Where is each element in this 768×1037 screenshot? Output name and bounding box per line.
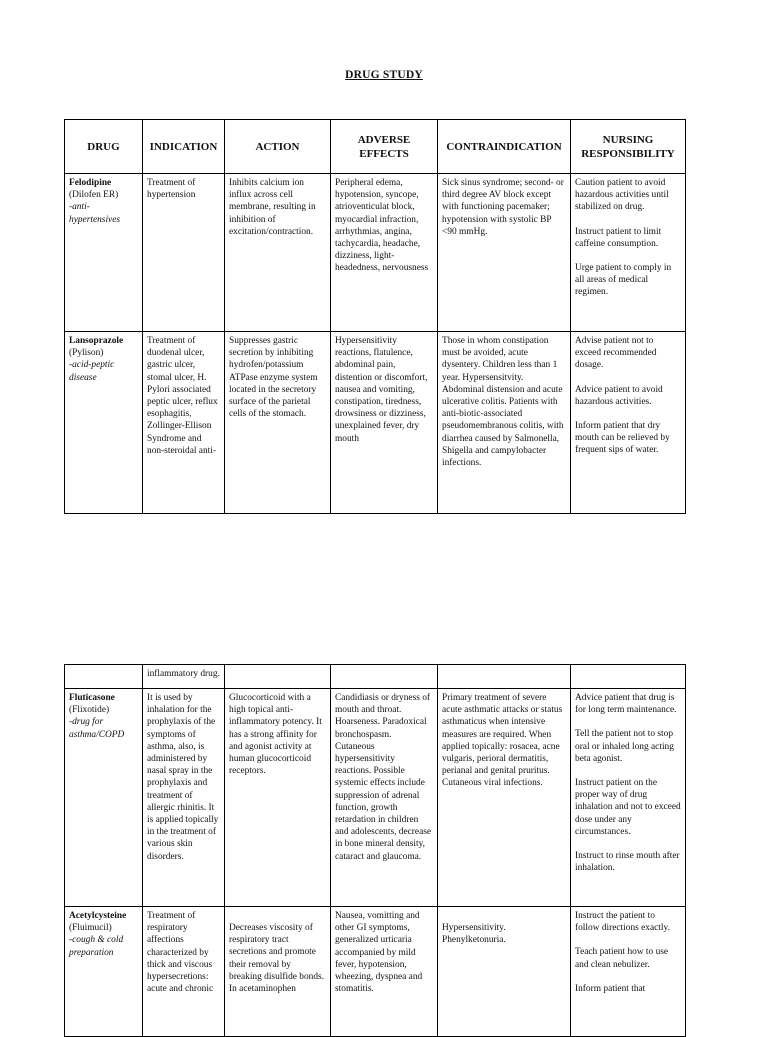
nursing-item: Advise patient not to exceed recommended dosage. [575,336,657,371]
drug-study-table [64,119,686,514]
nursing-item: Instruct patient on the proper way of drug inhalation and not to exceed dose under any circumstances. [575,778,681,837]
indication-cell [143,907,225,1037]
nursing-item: Urge patient to comply in all areas of medical regimen. [575,263,672,298]
nursing-item: Advice patient to avoid hazardous activities. [575,384,663,407]
table-row-continuation [65,665,686,689]
drug-cell [65,665,143,689]
table-row [65,907,686,1037]
nursing-item: Caution patient to avoid hazardous activities until stabilized on drug. [575,178,669,213]
contraindication-text: Hypersensitivity. Phenylketonuria. [442,923,506,946]
adverse-effects-cell: Peripheral edema, hypotension, syncope, atrioventiculat block, myocardial infraction, arrhythmias, angina, tachycardia, headache, dizziness, light-headedness, nervousness [331,174,438,332]
indication-cell: It is used by inhalation for the prophylaxis of the symptoms of asthma, also, is administered by nasal spray in the prophylaxis and treatment of allergic rhinitis. It is applied topically in the treatment of various skin disorders. [143,689,225,907]
nursing-cell [571,907,686,1037]
header-nursing-responsibility: NURSING RESPONSIBILITY [571,120,686,174]
adverse-effects-cell: Hypersensitivity reactions, flatulence, abdominal pain, distention or discomfort, nausea and vomiting, constipation, tiredness, drowsiness or dizziness, unexplained fever, dry mouth [331,332,438,514]
action-cell: Suppresses gastric secretion by inhibiting hydrofen/potassium ATPase enzyme system located in the secretory surface of the parietal cells of the stomach. [225,332,331,514]
drug-brand: (Fluimucil) [69,923,112,934]
header-action: ACTION [225,120,331,174]
header-adverse-effects: ADVERSE EFFECTS [331,120,438,174]
table-header-row [65,120,686,174]
nursing-item: Instruct to rinse mouth after inhalation. [575,851,680,874]
table-row [65,174,686,332]
nursing-item: Instruct patient to limit caffeine consumption. [575,226,662,249]
page-title: DRUG STUDY [345,69,423,81]
indication-text: Treatment of respiratory affections characterized by thick and viscous hypersecretions: acute and chronic [147,911,214,995]
action-cell [225,665,331,689]
drug-cell [65,332,143,514]
contraindication-cell: Sick sinus syndrome; second- or third degree AV block except with functioning pacemaker; hypotension with systolic BP <90 mmHg. [438,174,571,332]
drug-cell [65,689,143,907]
action-cell: Glucocorticoid with a high topical anti-inflammatory potency. It has a strong affinity for and agonist activity at human glucocorticoid receptors. [225,689,331,907]
adverse-effects-cell: Nausea, vomitting and other GI symptoms, generalized urticaria accompanied by mild fever, hypotension, wheezing, dyspnea and stomatitis. [331,907,438,1037]
drug-class: -acid-peptic disease [69,360,115,383]
indication-cell: Treatment of hypertension [143,174,225,332]
nursing-item: Instruct the patient to follow directions exactly. [575,911,670,934]
header-indication: INDICATION [143,120,225,174]
adverse-effects-cell: Candidiasis or dryness of mouth and throat. Hoarseness. Paradoxical bronchospasm. Cutaneous hypersensitivity reactions. Possible systemic effects include suppression of adrenal function, growth retardation in children and adolescents, decrease in bone mineral density, cataract and glaucoma. [331,689,438,907]
action-cell: Inhibits calcium ion influx across cell membrane, resulting in inhibition of excitation/contraction. [225,174,331,332]
nursing-item: Tell the patient not to stop oral or inhaled long acting beta agonist. [575,729,674,764]
drug-name: Fluticasone [69,693,115,703]
action-cell [225,907,331,1037]
table-row [65,332,686,514]
nursing-cell [571,665,686,689]
header-drug: DRUG [65,120,143,174]
drug-brand: (Dilofen ER) [69,190,119,201]
nursing-cell [571,689,686,907]
nursing-item: Inform patient that [575,983,646,994]
indication-cell: inflammatory drug. [143,665,225,689]
drug-brand: (Pylison) [69,348,104,359]
drug-name: Acetylcysteine [69,911,127,921]
drug-brand: (Flixotide) [69,705,110,716]
drug-study-table-continued [64,664,686,1037]
nursing-cell [571,174,686,332]
drug-class: -anti-hypertensives [69,202,121,225]
drug-class: -drug for asthma/COPD [69,717,125,740]
contraindication-cell [438,907,571,1037]
drug-name: Felodipine [69,178,112,188]
nursing-item: Advice patient that drug is for long term maintenance. [575,693,677,716]
drug-name: Lansoprazole [69,336,124,346]
indication-text: Treatment of duodenal ulcer, gastric ulcer, stomal ulcer, H. Pylori associated peptic ulcer, reflux esophagitis, Zollinger-Ellison Syndrome and non-steroidal anti- [147,336,218,456]
adverse-effects-cell [331,665,438,689]
nursing-item: Inform patient that dry mouth can be relieved by frequent sips of water. [575,421,670,456]
action-text: Decreases viscosity of respiratory tract secretions and promote their removal by breaking disulfide bonds. In acetaminophen [229,923,325,995]
header-contraindication: CONTRAINDICATION [438,120,571,174]
drug-class: -cough & cold preparation [69,935,124,958]
drug-cell [65,907,143,1037]
nursing-item: Teach patient how to use and clean nebulizer. [575,947,669,970]
contraindication-cell [438,665,571,689]
table-row [65,689,686,907]
indication-cell [143,332,225,514]
nursing-cell [571,332,686,514]
contraindication-cell: Primary treatment of severe acute asthmatic attacks or status asthmaticus when intensive measures are required. When applied topically: rosacea, acne vulgaris, perioral dermatitis, perianal and genital pruritus. Cutaneous viral infections. [438,689,571,907]
contraindication-cell: Those in whom constipation must be avoided, acute dysentery. Children less than 1 year. Hypersensitvity. Abdominal distension and acute ulcerative colitis. Patients with anti-biotic-associated pseudomembranous colitis, with diarrhea caused by Salmonella, Shigella and campylobacter infections. [438,332,571,514]
drug-cell [65,174,143,332]
